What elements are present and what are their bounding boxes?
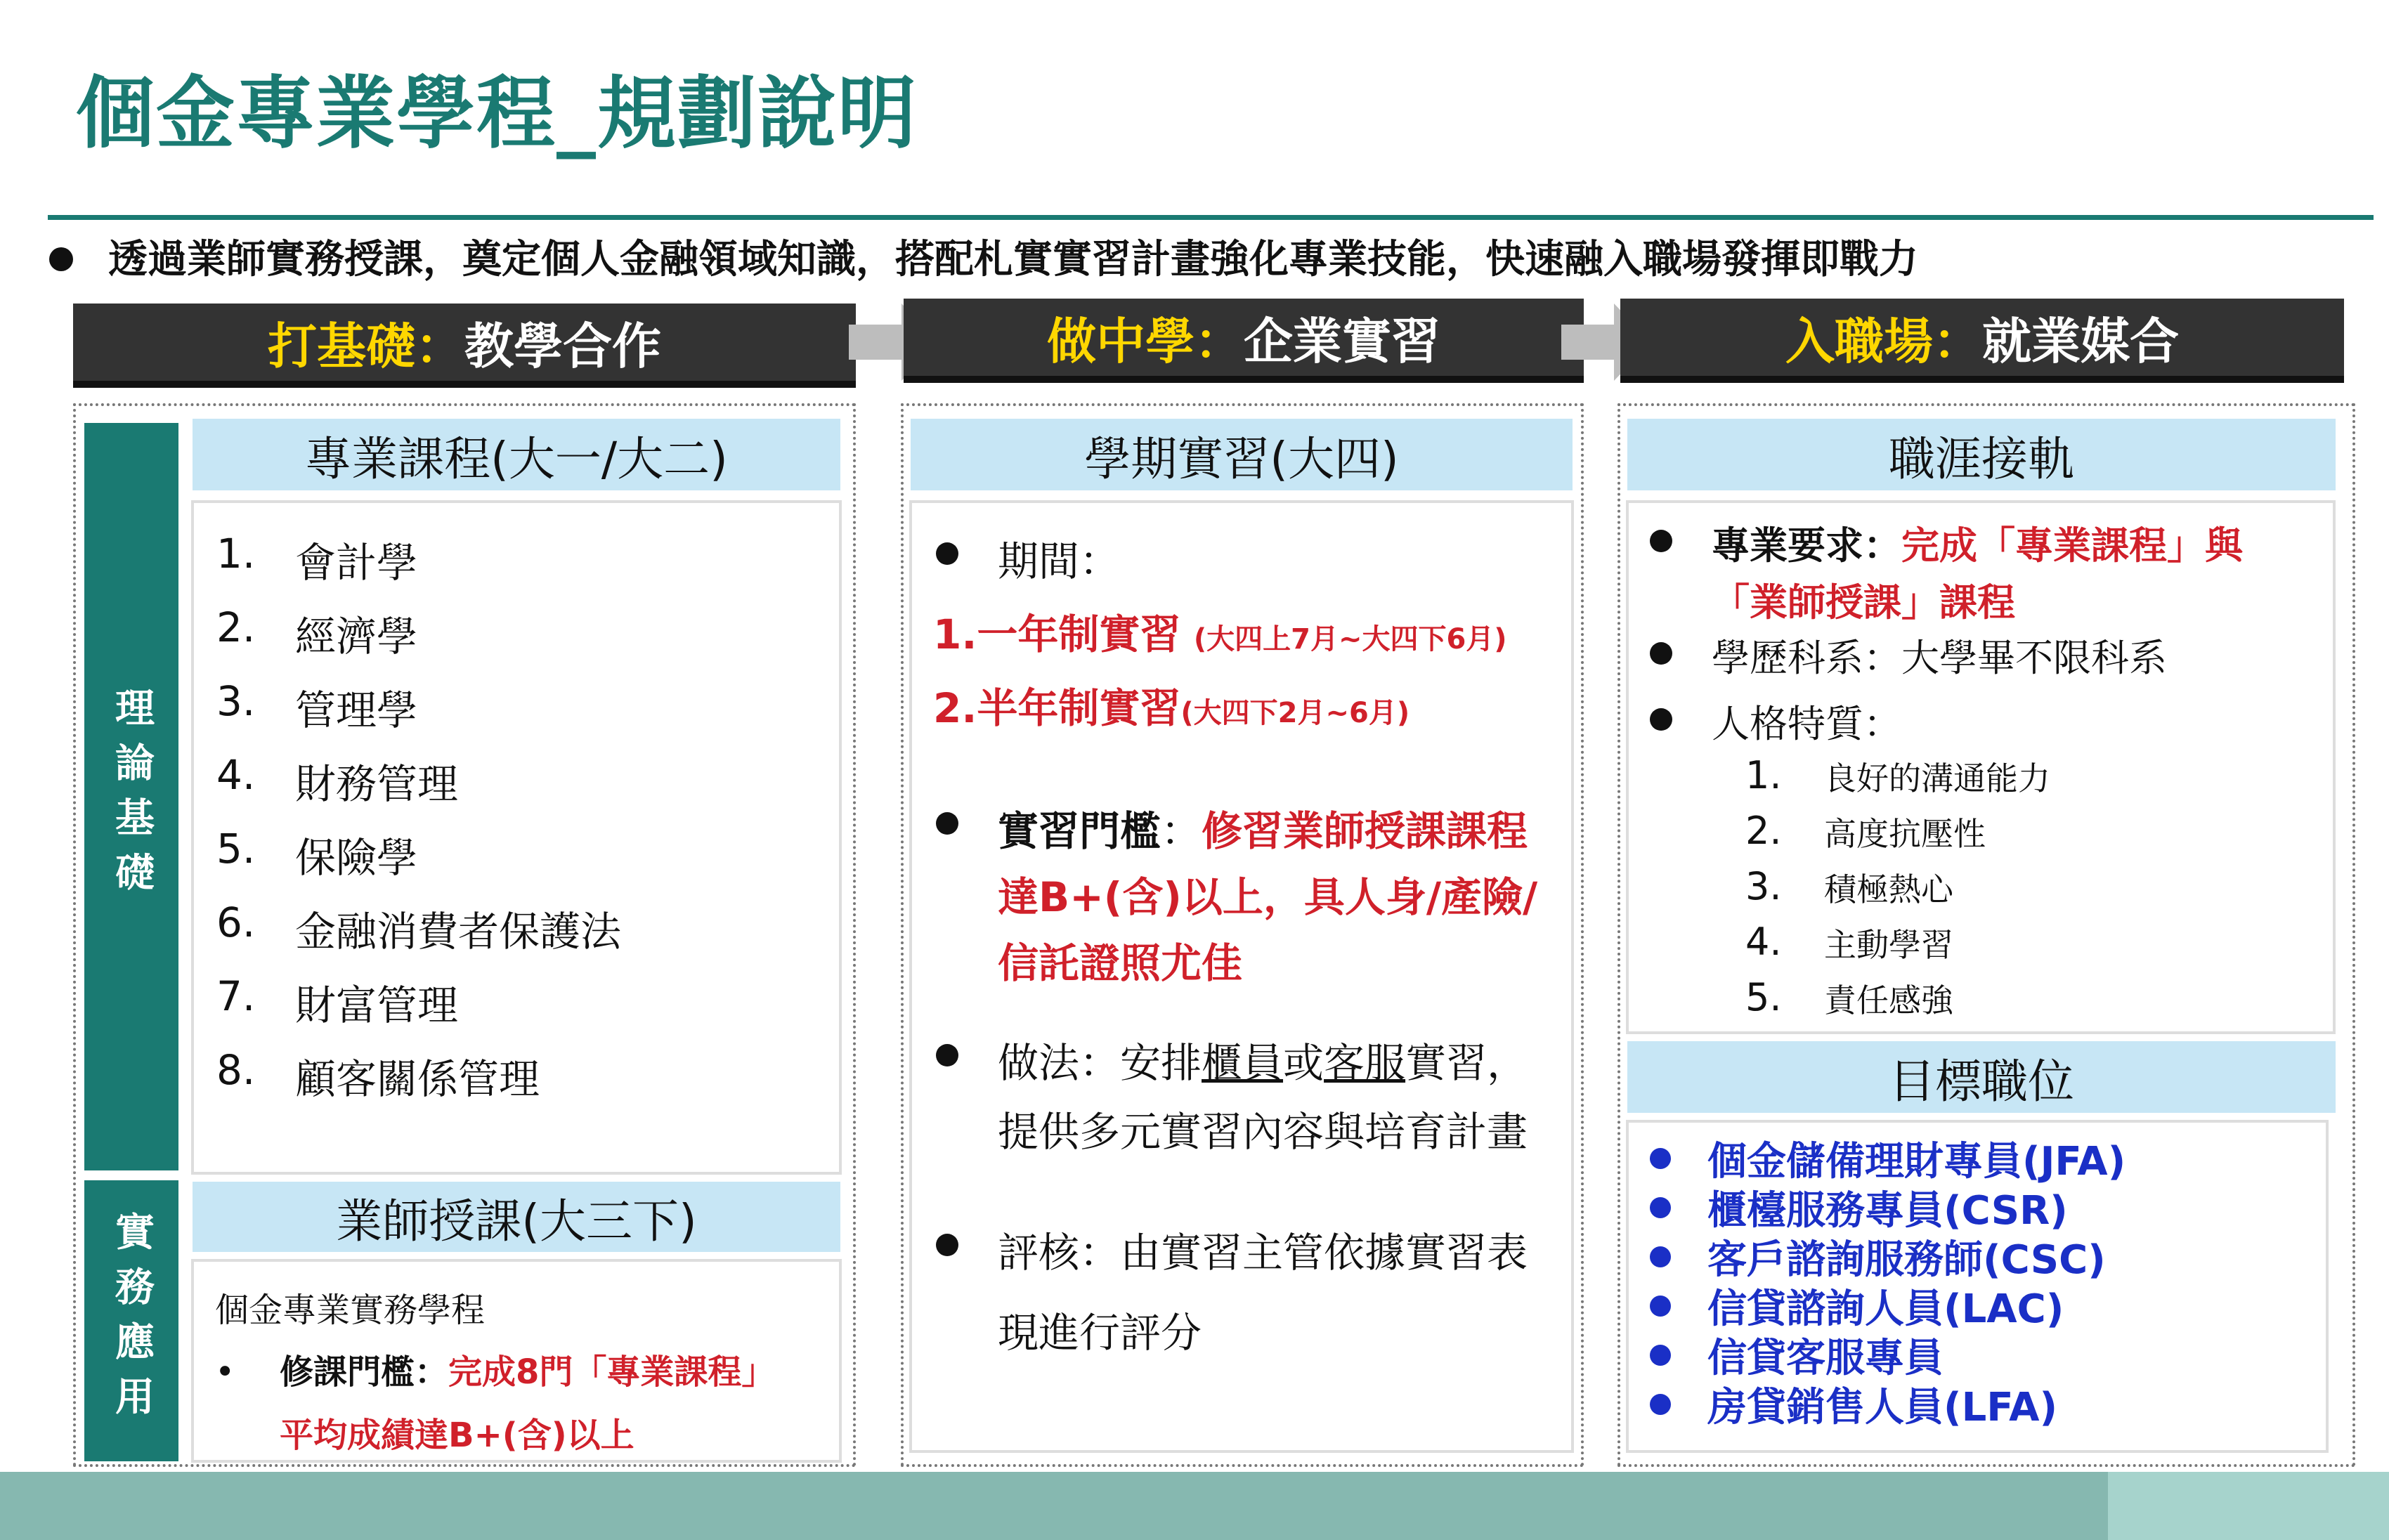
bullet-icon [1650,642,1672,665]
list-item: 5. 責任感強 [1745,975,1953,1019]
jobs-header: 目標職位 [1627,1041,2336,1113]
internship-header: 學期實習(大四) [911,419,1573,490]
page-title: 個金專業學程_規劃說明 [76,68,918,159]
list-item: 客戶諮詢服務師(CSC) [1650,1232,2126,1281]
bullet-icon [936,1044,958,1066]
stage-text: 教學合作 [464,317,661,375]
practice-sidebar: 實務應用 [84,1180,178,1461]
method-block: 做法：安排 櫃員 或 客服 實習， 提供多元實習內容與培育計畫 [936,1030,1528,1158]
bullet-icon [1650,1296,1671,1317]
list-item: 7. 財富管理 [216,972,459,1029]
footer-bar-accent [2108,1472,2389,1540]
theory-sidebar: 理論基礎 [84,423,178,1170]
bullet-icon [936,542,958,565]
courses-header: 專業課程(大一/大二) [193,419,840,490]
list-item: 信貸客服專員 [1650,1331,2126,1380]
footer-bar [0,1472,2108,1540]
stage-highlight: 入職場： [1785,312,1982,370]
mentor-requirement-cont: 平均成績達B+(含)以上 [280,1416,634,1455]
mentor-box [191,1259,842,1463]
bullet-icon [1650,1148,1671,1169]
bullet-icon [1650,1394,1671,1415]
courses-box [191,500,842,1175]
bullet-icon [936,812,958,835]
stage-text: 企業實習 [1244,312,1440,370]
list-item: 2. 高度抗壓性 [1745,809,1986,853]
traits-list [1745,753,2050,1031]
list-item: 4. 財務管理 [216,751,459,808]
education-row: 學歷科系：大學畢不限科系 [1650,628,2167,682]
period-row: 期間： [936,528,1120,587]
career-box [1626,500,2336,1034]
list-item: 4. 主動學習 [1745,920,1953,964]
mentor-program: 個金專業實務學程 [215,1291,486,1330]
bullet-icon [49,247,73,271]
stage-banner-career [1620,299,2344,383]
evaluation-block: 評核：由實習主管依據實習表 現進行評分 [936,1220,1528,1359]
stage-banner-learning [904,299,1584,383]
bullet-icon [1650,708,1672,731]
mentor-requirement: • 修課門檻：完成8門「專業課程」 [215,1352,776,1392]
stage-highlight: 打基礎： [268,317,464,375]
list-item: 櫃檯服務專員(CSR) [1650,1183,2126,1232]
bullet-icon [1650,1345,1671,1366]
threshold-block: 實習門檻 ： 修習業師授課課程 達B+(含)以上，具人身/產險/ 信託證照尤佳 [936,798,1537,989]
stage-text: 就業媒合 [1982,312,2179,370]
period-option-1: 1.一年制實習 (大四上7月~大四下6月) [933,611,1507,658]
internship-box [909,500,1574,1453]
requirement-block: 專業要求： 完成「專業課程」與 「業師授課」課程 [1650,516,2243,627]
list-item: 2. 經濟學 [216,603,418,660]
intro-statement [49,232,1918,288]
list-item: 信貸諮詢人員(LAC) [1650,1281,2126,1331]
bullet-icon [1650,530,1672,552]
title-divider [48,215,2374,220]
list-item: 個金儲備理財專員(JFA) [1650,1134,2126,1183]
list-item: 5. 保險學 [216,825,418,882]
bullet-icon [1650,1246,1671,1267]
career-header: 職涯接軌 [1627,419,2336,490]
bullet-icon [936,1234,958,1256]
mentor-header: 業師授課(大三下) [193,1182,840,1252]
list-item: 3. 積極熱心 [1745,864,1953,908]
list-item: 3. 管理學 [216,677,418,734]
stage-banner-foundation [73,304,856,388]
bullet-icon [1650,1197,1671,1218]
stage-highlight: 做中學： [1047,312,1244,370]
period-option-2: 2.半年制實習(大四下2月~6月) [933,684,1410,732]
jobs-list [1650,1134,2126,1429]
traits-row: 人格特質： [1650,694,1901,748]
course-list [216,530,839,1120]
list-item: 房貸銷售人員(LFA) [1650,1380,2126,1429]
intro-text: 透過業師實務授課，奠定個人金融領域知識，搭配札實實習計畫強化專業技能，快速融入職場發揮即戰力 [108,237,1918,282]
jobs-box [1626,1120,2329,1453]
list-item: 6. 金融消費者保護法 [216,899,622,955]
list-item: 1. 會計學 [216,530,418,587]
list-item: 8. 顧客關係管理 [216,1046,540,1103]
list-item: 1. 良好的溝通能力 [1745,753,2050,797]
